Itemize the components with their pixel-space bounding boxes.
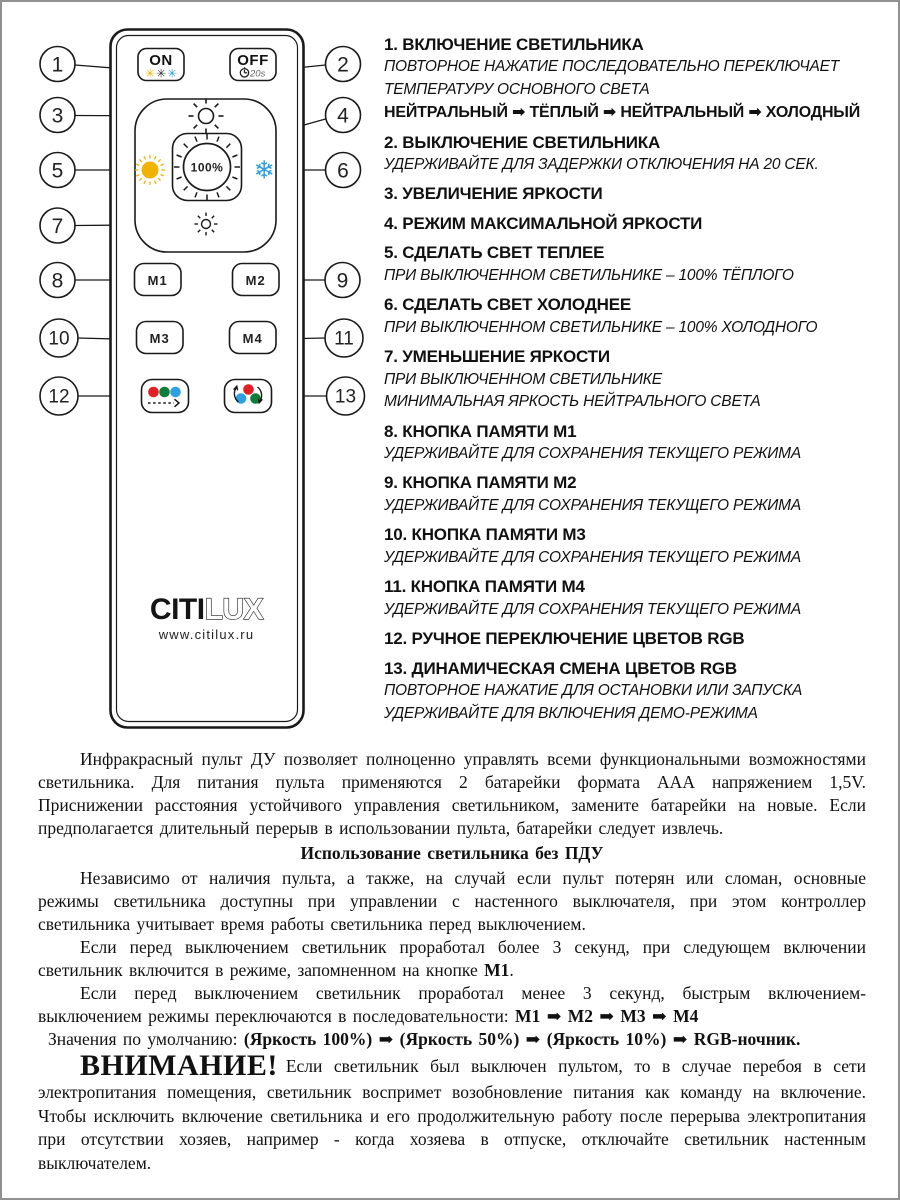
m2-label: M2 xyxy=(245,273,266,288)
red-dot xyxy=(148,387,159,398)
callout-4: 4 xyxy=(337,104,349,128)
instruction-4 xyxy=(384,213,890,235)
instructions-list xyxy=(384,27,890,725)
warning-paragraph xyxy=(38,1051,866,1175)
instruction-note: ПОВТОРНОЕ НАЖАТИЕ ДЛЯ ОСТАНОВКИ ИЛИ ЗАПУСКА xyxy=(384,682,803,700)
instruction-note: ПРИ ВЫКЛЮЧЕННОМ СВЕТИЛЬНИКЕ – 100% ТЁПЛОГО xyxy=(384,266,794,284)
instruction-title: 3. УВЕЛИЧЕНИЕ ЯРКОСТИ xyxy=(384,184,603,204)
callout-13: 13 xyxy=(334,386,357,408)
cold-star-icon: ✳ xyxy=(166,66,178,81)
instruction-12 xyxy=(384,628,890,650)
callout-2: 2 xyxy=(337,53,349,77)
mode-sequence: М1 ➡ М2 ➡ М3 ➡ М4 xyxy=(515,1006,699,1026)
defaults-sequence: (Яркость 100%) ➡ (Яркость 50%) ➡ (Яркость 10%) ➡ RGB-ночник. xyxy=(243,1029,801,1049)
instruction-title: 9. КНОПКА ПАМЯТИ М2 xyxy=(384,473,577,493)
instruction-title: 11. КНОПКА ПАМЯТИ М4 xyxy=(384,577,585,597)
neutral-star-icon: ✳ xyxy=(155,66,167,81)
instruction-2 xyxy=(384,132,890,177)
instruction-note: ТЕМПЕРАТУРУ ОСНОВНОГО СВЕТА xyxy=(384,80,650,98)
red-dot xyxy=(243,384,254,395)
instruction-9 xyxy=(384,472,890,517)
brand-solid: CITI xyxy=(149,593,205,626)
callout-7: 7 xyxy=(51,215,64,238)
brand-logo xyxy=(150,593,264,626)
instruction-7 xyxy=(384,346,890,413)
green-dot xyxy=(159,387,170,398)
brand-website: www.citilux.ru xyxy=(158,627,255,642)
defaults-paragraph xyxy=(38,1028,866,1051)
instruction-11 xyxy=(384,576,890,621)
instruction-note: УДЕРЖИВАЙТЕ ДЛЯ СОХРАНЕНИЯ ТЕКУЩЕГО РЕЖИМА xyxy=(384,496,802,514)
remote-diagram-svg xyxy=(2,2,382,752)
instruction-title: 13. ДИНАМИЧЕСКАЯ СМЕНА ЦВЕТОВ RGB xyxy=(384,658,737,678)
section-heading: Использование светильника без ПДУ xyxy=(300,843,604,863)
warning-title: ВНИМАНИЕ! xyxy=(80,1049,278,1082)
cold-snowflake-icon: ❄ xyxy=(253,155,275,185)
memory-on-text: Если перед выключением светильник проработал более 3 секунд, при следующем включении светильник включится в режиме, запомненном на кнопке xyxy=(38,937,866,980)
quick-switch-text: Если перед выключением светильник проработал менее 3 секунд, быстрым включением-выключением режимы переключаются в последовательности: xyxy=(38,983,866,1026)
instruction-title: 4. РЕЖИМ МАКСИМАЛЬНОЙ ЯРКОСТИ xyxy=(384,213,703,233)
intro-paragraph: Инфракрасный пульт ДУ позволяет полноценно управлять всеми функциональными возможностями светильника. Для питания пульта применяются 2 батарейки формата ААА напряжением 1,5V. Приснижении расстояния устойчивого управления светильником, замените батарейки на новые. Если предполагается длительный перерыв в использовании пульта, батарейки следует извлечь. xyxy=(38,749,866,838)
quick-switch-paragraph xyxy=(38,982,866,1028)
rgb-dynamic-button xyxy=(225,380,272,413)
instruction-title: 8. КНОПКА ПАМЯТИ М1 xyxy=(384,421,577,441)
instruction-title: 2. ВЫКЛЮЧЕНИЕ СВЕТИЛЬНИКА xyxy=(384,132,661,152)
callout-10: 10 xyxy=(48,328,70,350)
m3-label: M3 xyxy=(149,331,170,346)
on-label: ON xyxy=(149,52,173,69)
off-button xyxy=(230,49,276,81)
instruction-10 xyxy=(384,524,890,569)
timer-label: 20s xyxy=(250,68,266,80)
wall-switch-paragraph: Независимо от наличия пульта, а также, на случай если пульт потерян или сломан, основные режимы светильника доступны при управлении с настенного выключателя, при этом контроллер светильника учитывает время работы светильника перед выключением. xyxy=(38,868,866,934)
callout-11: 11 xyxy=(334,328,354,350)
instruction-13 xyxy=(384,658,890,725)
instruction-3 xyxy=(384,183,890,205)
off-label: OFF xyxy=(237,52,269,69)
on-button xyxy=(138,49,184,81)
instruction-6 xyxy=(384,294,890,339)
callout-9: 9 xyxy=(336,269,349,293)
instruction-note: МИНИМАЛЬНАЯ ЯРКОСТЬ НЕЙТРАЛЬНОГО СВЕТА xyxy=(384,393,761,411)
instruction-1 xyxy=(384,34,890,125)
instruction-title: 5. СДЕЛАТЬ СВЕТ ТЕПЛЕЕ xyxy=(384,243,605,263)
brand-outline: LUX xyxy=(204,593,264,626)
center-percent-label: 100% xyxy=(190,160,224,175)
instruction-note: УДЕРЖИВАЙТЕ ДЛЯ ЗАДЕРЖКИ ОТКЛЮЧЕНИЯ НА 20 СЕК. xyxy=(384,156,819,173)
instruction-title: 6. СДЕЛАТЬ СВЕТ ХОЛОДНЕЕ xyxy=(384,295,631,315)
period: . xyxy=(509,960,514,980)
callout-8: 8 xyxy=(51,269,64,293)
warning-text: Если светильник был выключен пультом, то в случае перебоя в сети электропитания помещения, светильник воспримет возобновление питания как команду на включение. Чтобы исключить включение светильника и его продолжительную работу после перерыва электропитания при отсутствии хозяев, например - когда хозяева в отпуске, отключайте светильник настенным выключателем. xyxy=(38,1056,866,1173)
instruction-note: УДЕРЖИВАЙТЕ ДЛЯ СОХРАНЕНИЯ ТЕКУЩЕГО РЕЖИМА xyxy=(384,548,802,566)
rgb-manual-button xyxy=(142,380,189,413)
defaults-label: Значения по умолчанию: xyxy=(48,1029,244,1049)
callout-3: 3 xyxy=(51,104,64,128)
warm-star-icon: ✳ xyxy=(144,66,156,81)
instruction-title: 7. УМЕНЬШЕНИЕ ЯРКОСТИ xyxy=(384,347,610,367)
instruction-title: 10. КНОПКА ПАМЯТИ М3 xyxy=(384,525,586,545)
callout-6: 6 xyxy=(337,159,349,183)
instruction-title: 1. ВКЛЮЧЕНИЕ СВЕТИЛЬНИКА xyxy=(384,35,644,54)
instruction-note: ПРИ ВЫКЛЮЧЕННОМ СВЕТИЛЬНИКЕ – 100% ХОЛОДНОГО xyxy=(384,318,818,336)
body-text xyxy=(38,748,866,1175)
blue-dot xyxy=(170,387,181,398)
instruction-8 xyxy=(384,421,890,466)
remote-diagram xyxy=(2,2,382,752)
callout-12: 12 xyxy=(48,386,70,408)
instruction-note: ПРИ ВЫКЛЮЧЕННОМ СВЕТИЛЬНИКЕ xyxy=(384,370,662,388)
m1-label: M1 xyxy=(147,273,168,288)
callout-1: 1 xyxy=(51,53,64,77)
instruction-note: УДЕРЖИВАЙТЕ ДЛЯ ВКЛЮЧЕНИЯ ДЕМО-РЕЖИМА xyxy=(384,704,758,722)
m4-label: M4 xyxy=(242,331,263,346)
memory-on-paragraph xyxy=(38,936,866,982)
instruction-5 xyxy=(384,242,890,287)
m1-ref: М1 xyxy=(484,960,510,980)
instruction-title: 12. РУЧНОЕ ПЕРЕКЛЮЧЕНИЕ ЦВЕТОВ RGB xyxy=(384,629,745,649)
instruction-note: ПОВТОРНОЕ НАЖАТИЕ ПОСЛЕДОВАТЕЛЬНО ПЕРЕКЛЮЧАЕТ xyxy=(384,58,840,76)
instruction-sequence: НЕЙТРАЛЬНЫЙ ➡ ТЁПЛЫЙ ➡ НЕЙТРАЛЬНЫЙ ➡ ХОЛОДНЫЙ xyxy=(384,104,861,122)
callout-5: 5 xyxy=(51,159,64,183)
instruction-note: УДЕРЖИВАЙТЕ ДЛЯ СОХРАНЕНИЯ ТЕКУЩЕГО РЕЖИМА xyxy=(384,444,802,462)
blue-dot xyxy=(236,393,247,404)
max-brightness-button xyxy=(173,134,242,201)
instruction-note: УДЕРЖИВАЙТЕ ДЛЯ СОХРАНЕНИЯ ТЕКУЩЕГО РЕЖИМА xyxy=(384,600,802,618)
